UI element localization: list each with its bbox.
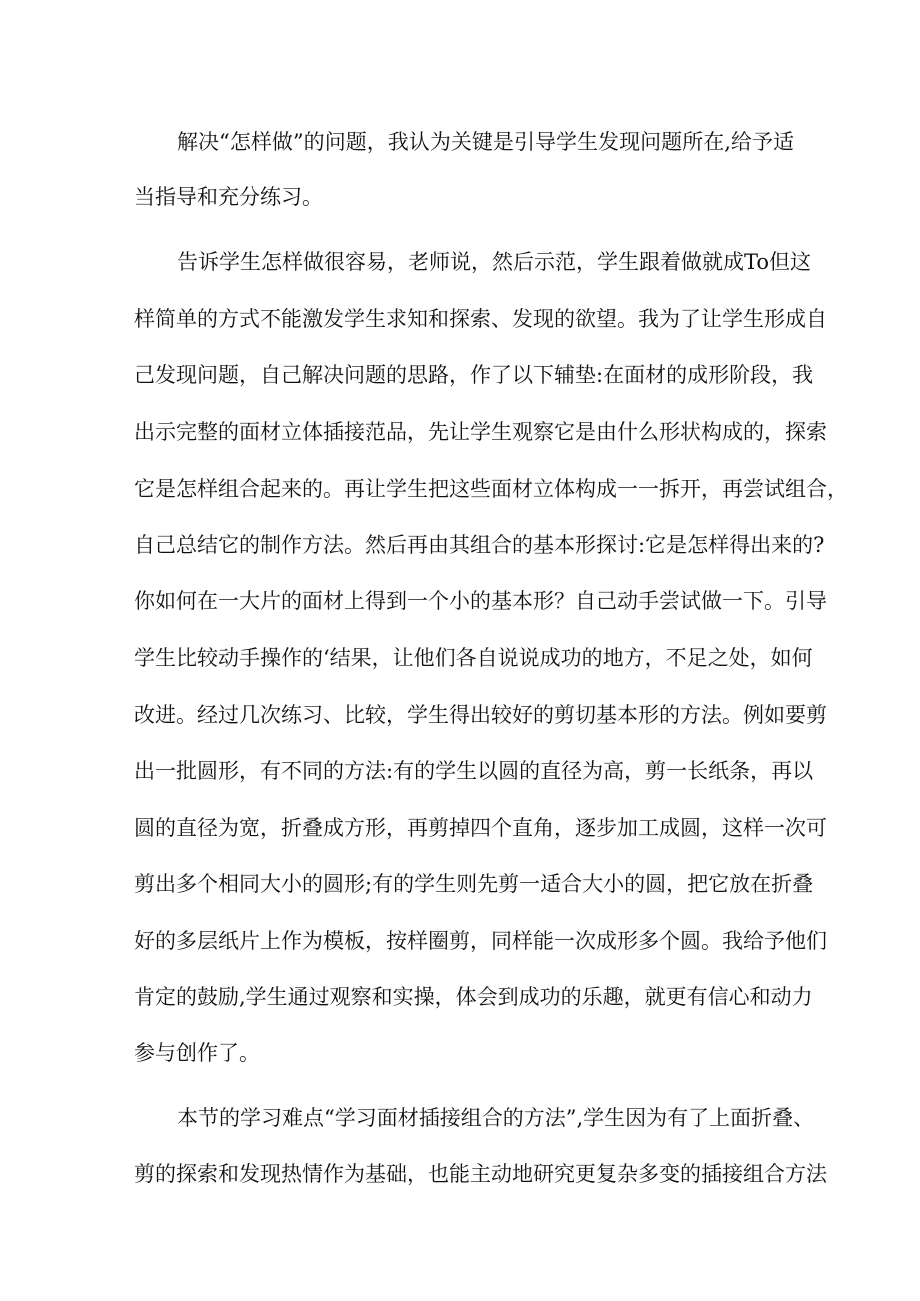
paragraph-1-line-1: 解决“怎样做”的问题，我认为关键是引导学生发现问题所在,给予适 (177, 130, 794, 154)
paragraph-2-line-1: 告诉学生怎样做很容易，老师说，然后示范，学生跟着做就成To但这 (177, 250, 812, 274)
paragraph-2-line-3: 己发现问题，自己解决问题的思路，作了以下辅垫:在面材的成形阶段，我 (134, 363, 814, 387)
paragraph-2-line-4: 出示完整的面材立体插接范品，先让学生观察它是由什么形状构成的，探索 (134, 420, 827, 444)
paragraph-2-line-5: 它是怎样组合起来的。再让学生把这些面材立体构成一一拆开，再尝试组合， (134, 477, 848, 501)
paragraph-1-line-2: 当指导和充分练习。 (134, 185, 323, 209)
paragraph-2-line-2: 样简单的方式不能激发学生求知和探索、发现的欲望。我为了让学生形成自 (134, 307, 827, 331)
paragraph-2-line-13: 好的多层纸片上作为模板，按样圈剪，同样能一次成形多个圆。我给予他们 (134, 929, 827, 953)
paragraph-2-line-10: 出一批圆形，有不同的方法:有的学生以圆的直径为高，剪一长纸条，再以 (134, 759, 814, 783)
paragraph-2-line-7: 你如何在一大片的面材上得到一个小的基本形？自己动手尝试做一下。引导 (134, 589, 827, 613)
paragraph-2-line-15: 参与创作了。 (134, 1041, 260, 1065)
paragraph-3-line-1: 本节的学习难点“学习面材插接组合的方法”,学生因为有了上面折叠、 (177, 1106, 815, 1130)
paragraph-2-line-8: 学生比较动手操作的‘结果，让他们各自说说成功的地方，不足之处，如何 (134, 646, 813, 670)
paragraph-2-line-12: 剪出多个相同大小的圆形;有的学生则先剪一适合大小的圆，把它放在折叠 (134, 872, 814, 896)
paragraph-3-line-2: 剪的探索和发现热情作为基础，也能主动地研究更复杂多变的插接组合方法 (134, 1162, 827, 1186)
paragraph-2-line-9: 改进。经过几次练习、比较，学生得出较好的剪切基本形的方法。例如要剪 (134, 703, 827, 727)
paragraph-2-line-11: 圆的直径为宽，折叠成方形，再剪掉四个直角，逐步加工成圆，这样一次可 (134, 816, 827, 840)
paragraph-2-line-14: 肯定的鼓励,学生通过观察和实操，体会到成功的乐趣，就更有信心和动力 (134, 985, 813, 1009)
paragraph-2-line-6: 自己总结它的制作方法。然后再由其组合的基本形探讨:它是怎样得出来的? (134, 533, 825, 557)
